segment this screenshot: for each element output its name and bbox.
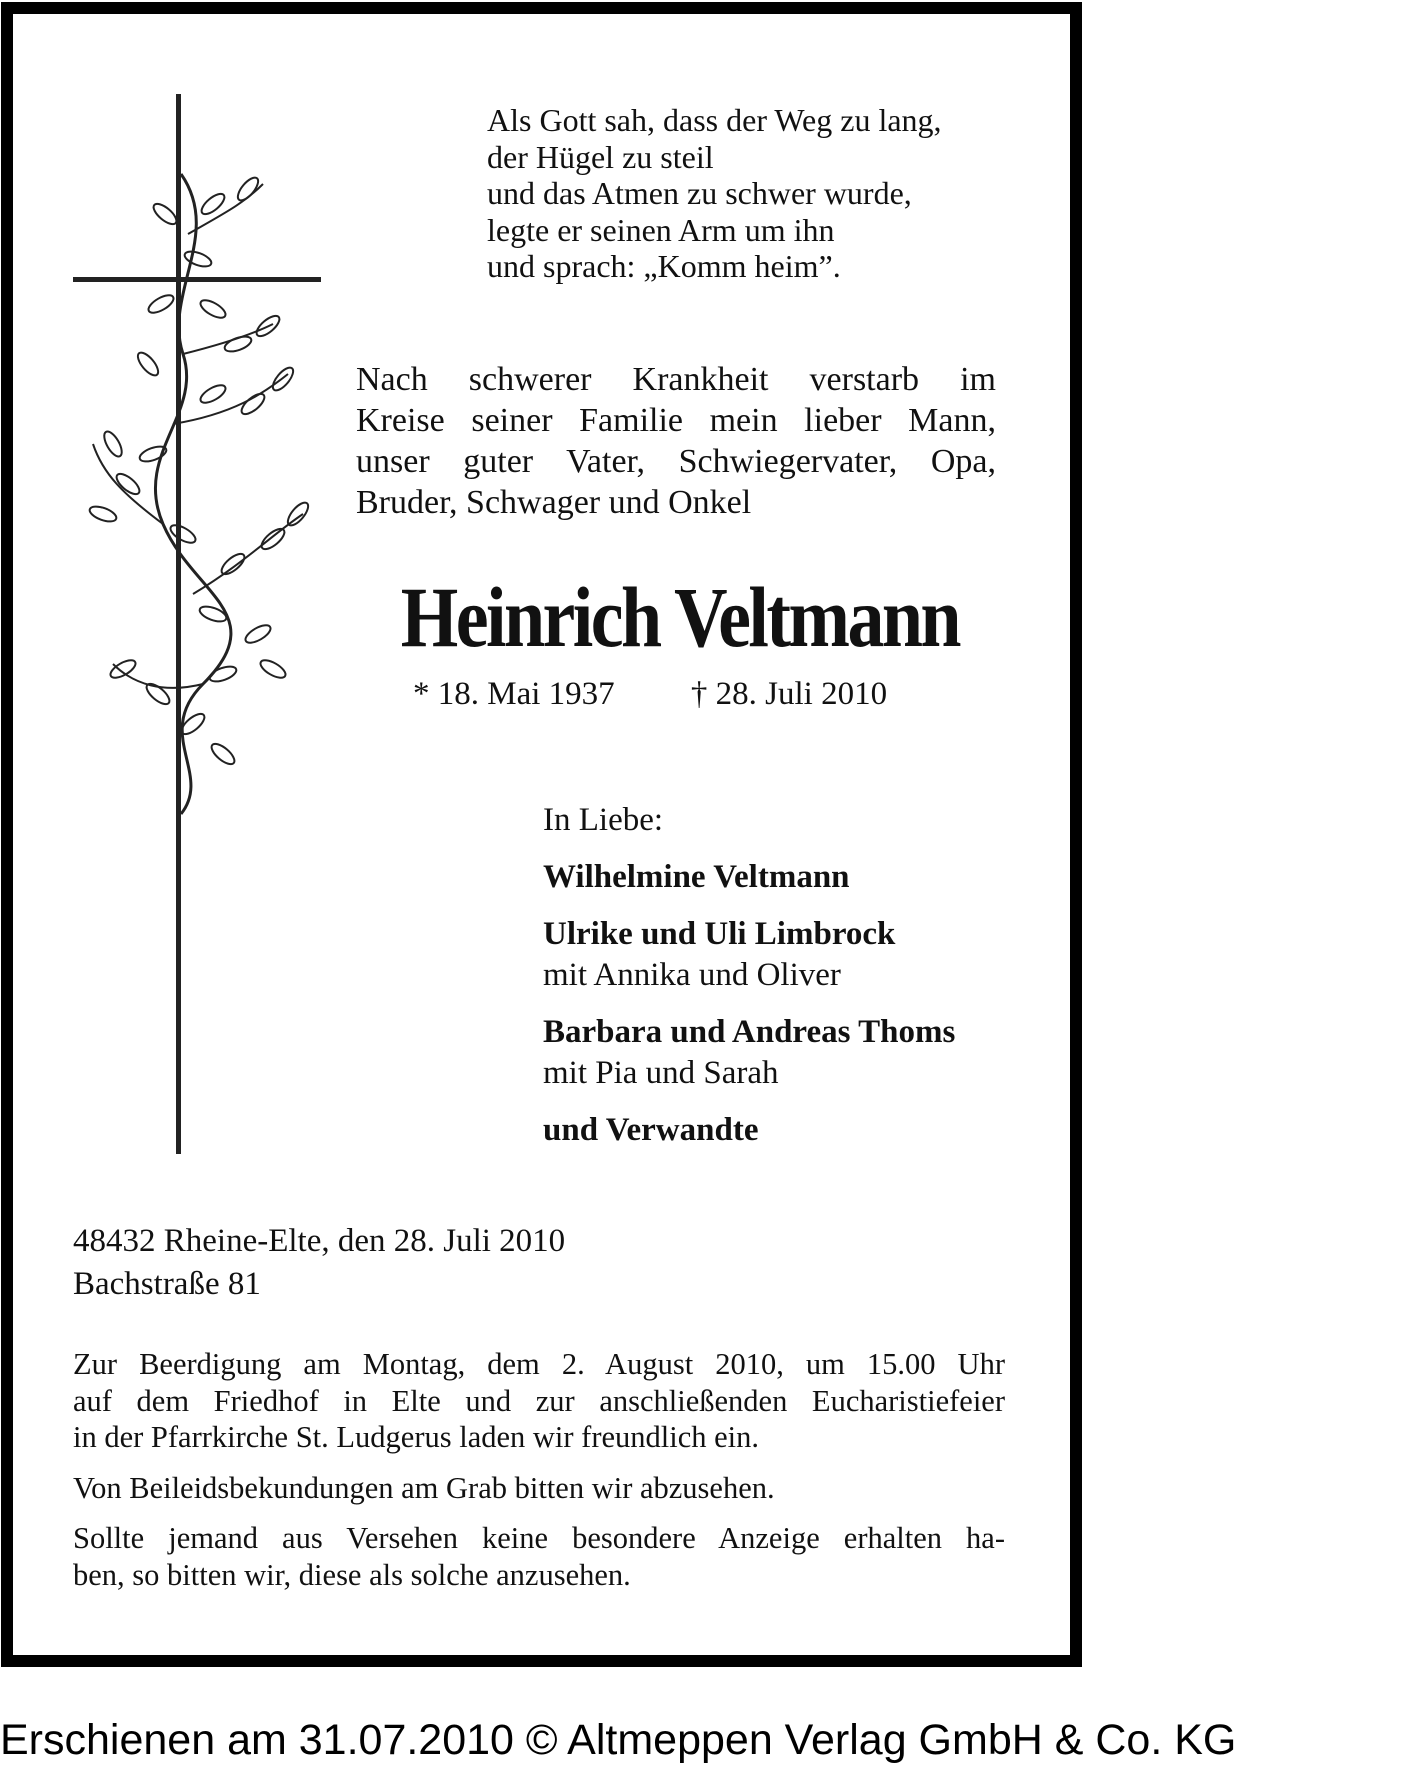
death-date: † 28. Juli 2010 [690, 676, 888, 712]
funeral-line: auf dem Friedhof in Elte und zur anschließenden Eucharistiefeier [73, 1383, 1005, 1418]
family-list [543, 800, 955, 1151]
deceased-name: Heinrich Veltmann [400, 569, 959, 665]
place-and-date: 48432 Rheine-Elte, den 28. Juli 2010 [73, 1223, 566, 1259]
poem-line: und das Atmen zu schwer wurde, [487, 175, 912, 211]
funeral-line: Zur Beerdigung am Montag, dem 2. August 2010, um 15.00 Uhr [73, 1347, 1005, 1381]
family-member-name: Wilhelmine Veltmann [543, 859, 850, 895]
family-member-children: mit Pia und Sarah [543, 1055, 779, 1091]
condolence-note: Von Beileidsbekundungen am Grab bitten wir abzusehen. [73, 1470, 775, 1505]
family-heading: In Liebe: [543, 802, 664, 838]
family-member-name: Ulrike und Uli Limbrock [543, 916, 896, 952]
notice-line: ben, so bitten wir, diese als solche anzusehen. [73, 1557, 631, 1592]
intro-line: Kreise seiner Familie mein lieber Mann, [356, 402, 996, 439]
address-block [73, 1220, 565, 1306]
intro-line: Bruder, Schwager und Onkel [356, 484, 752, 521]
poem [487, 102, 942, 285]
family-member-children: mit Annika und Oliver [543, 957, 841, 993]
cross-with-branches-icon [73, 94, 333, 1154]
publication-credit: Erschienen am 31.07.2010 © Altmeppen Verlag GmbH & Co. KG [0, 1716, 1237, 1764]
poem-line: legte er seinen Arm um ihn [487, 211, 835, 248]
funeral-info [73, 1346, 1005, 1456]
notice-line: Sollte jemand aus Versehen keine besondere Anzeige erhalten ha- [73, 1521, 1005, 1555]
intro-line: Nach schwerer Krankheit verstarb im [356, 361, 996, 398]
intro-line: unser guter Vater, Schwiegervater, Opa, [356, 443, 996, 480]
death-announcement-text [356, 359, 996, 523]
obituary-frame [1, 2, 1082, 1667]
street-address: Bachstraße 81 [73, 1266, 261, 1302]
notice-note [73, 1520, 1005, 1593]
life-dates [413, 674, 887, 714]
family-member-name: und Verwandte [543, 1112, 759, 1148]
birth-date: * 18. Mai 1937 [413, 676, 615, 712]
poem-line: und sprach: „Komm heim”. [487, 248, 841, 284]
poem-line: der Hügel zu steil [487, 138, 714, 175]
funeral-line: in der Pfarrkirche St. Ludgerus laden wir freundlich ein. [73, 1420, 760, 1454]
family-member-name: Barbara und Andreas Thoms [543, 1014, 956, 1050]
poem-line: Als Gott sah, dass der Weg zu lang, [487, 102, 942, 138]
funeral-notes [73, 1346, 1005, 1607]
